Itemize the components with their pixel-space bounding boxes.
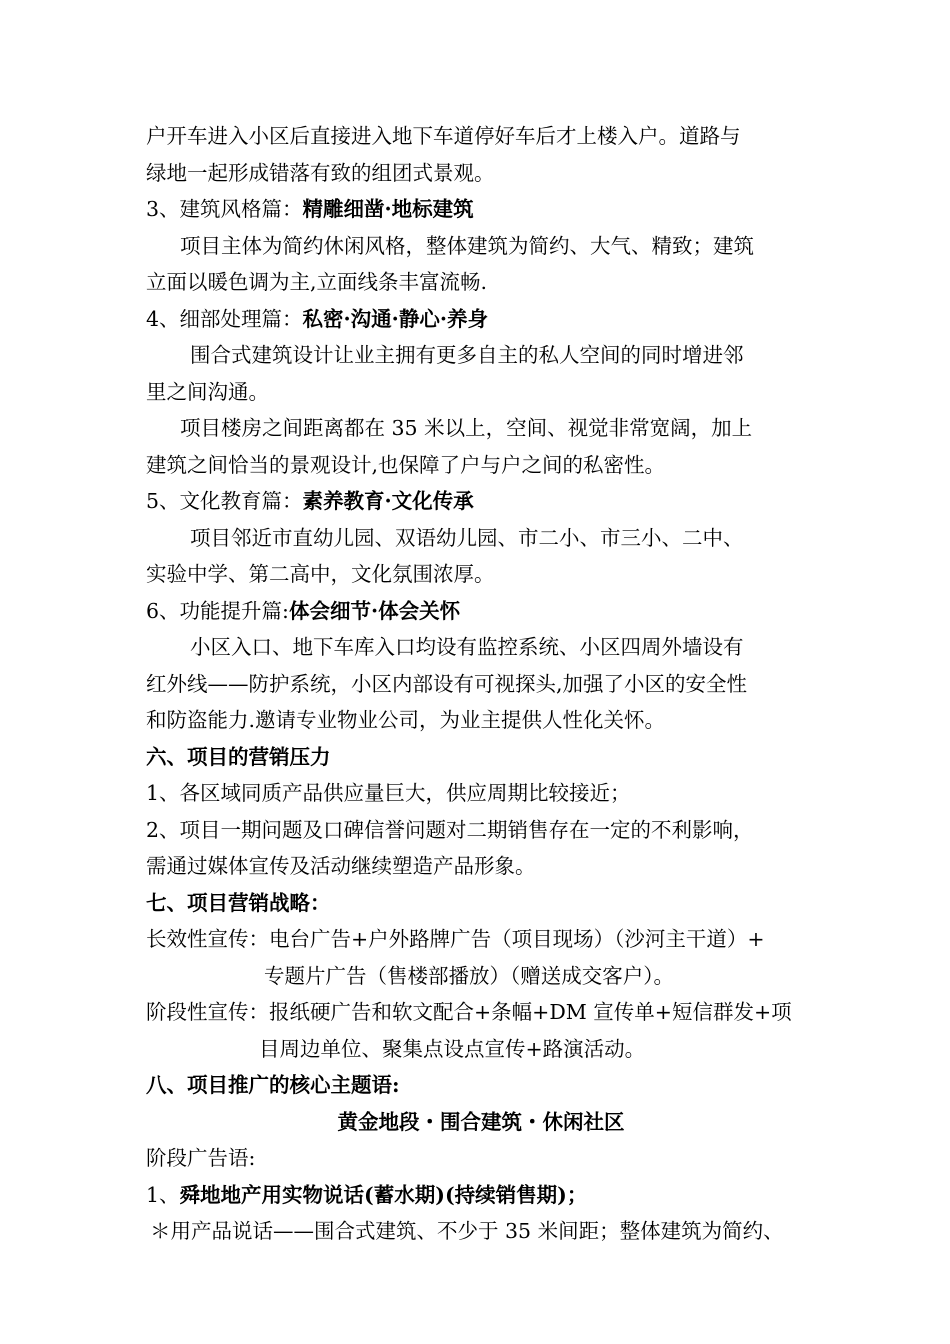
text-run: 需通过媒体宣传及活动继续塑造产品形象。 <box>146 854 536 878</box>
text-line <box>146 191 816 228</box>
text-line <box>146 1031 816 1068</box>
text-line <box>146 556 816 593</box>
text-line <box>146 118 816 155</box>
text-line <box>146 994 816 1031</box>
text-run: 户开车进入小区后直接进入地下车道停好车后才上楼入户。道路与 <box>146 124 741 148</box>
text-line <box>146 1213 816 1250</box>
text-run: 绿地一起形成错落有致的组团式景观。 <box>146 160 495 185</box>
text-run: 小区入口、地下车库入口均设有监控系统、小区四周外墙设有 <box>190 635 744 659</box>
text-run: 1、各区域同质产品供应量巨大，供应周期比较接近； <box>146 781 631 805</box>
text-line <box>146 374 816 411</box>
text-line <box>146 921 816 958</box>
bold-text-run: 体会细节·体会关怀 <box>288 598 461 623</box>
text-line <box>146 483 816 520</box>
text-run: 专题片广告（售楼部播放）（赠送成交客户）。 <box>264 963 674 988</box>
text-line <box>146 702 816 739</box>
text-run: 实验中学、第二高中，文化氛围浓厚。 <box>146 562 495 586</box>
text-line <box>146 775 816 812</box>
text-run: 立面以暖色调为主,立面线条丰富流畅. <box>146 270 488 294</box>
text-line <box>146 1104 816 1141</box>
text-run: 6、功能提升篇: <box>146 598 289 623</box>
text-run: 项目邻近市直幼儿园、双语幼儿园、市二小、市三小、二中、 <box>190 525 744 550</box>
document-body <box>146 118 816 1250</box>
text-line <box>146 848 816 885</box>
text-run: 项目主体为简约休闲风格，整体建筑为简约、大气、精致；建筑 <box>180 233 754 258</box>
text-line <box>146 520 816 557</box>
bold-text-run: 精雕细凿·地标建筑 <box>302 197 474 221</box>
text-run: 阶段性宣传：报纸硬广告和软文配合+条幅+DM 宣传单+短信群发+项 <box>146 1000 792 1024</box>
bold-text-run: 素养教育·文化传承 <box>302 489 474 513</box>
text-line <box>146 264 816 301</box>
text-run: 3、建筑风格篇： <box>146 197 303 221</box>
text-run: 2、项目一期问题及口碑信誉问题对二期销售存在一定的不利影响， <box>146 817 754 842</box>
text-run: 和防盗能力.邀请专业物业公司，为业主提供人性化关怀。 <box>146 708 666 732</box>
text-line <box>146 228 816 265</box>
text-line <box>146 666 816 703</box>
text-line <box>146 739 816 776</box>
text-line <box>146 447 816 484</box>
bold-text-run: 黄金地段・围合建筑・休闲社区 <box>337 1109 625 1134</box>
text-run: 1、 <box>146 1182 180 1207</box>
text-run: 围合式建筑设计让业主拥有更多自主的私人空间的同时增进邻 <box>190 343 744 367</box>
text-run: 里之间沟通。 <box>146 379 269 404</box>
text-run: 项目楼房之间距离都在 35 米以上，空间、视觉非常宽阔，加上 <box>180 416 753 440</box>
text-line <box>146 885 816 922</box>
text-line <box>146 958 816 995</box>
bold-text-run: 私密·沟通·静心·养身 <box>302 306 488 331</box>
bold-text-run: 六、项目的营销压力 <box>146 744 331 769</box>
text-line <box>146 337 816 374</box>
text-line <box>146 812 816 849</box>
text-run: ＊用产品说话——围合式建筑、不少于 35 米间距；整体建筑为简约、 <box>150 1219 784 1243</box>
bold-text-run: 舜地地产用实物说话(蓄水期)(持续销售期)； <box>179 1182 588 1207</box>
text-run: 建筑之间恰当的景观设计,也保障了户与户之间的私密性。 <box>146 452 666 477</box>
text-line <box>146 629 816 666</box>
text-line <box>146 410 816 447</box>
text-run: 阶段广告语: <box>146 1146 256 1170</box>
text-line <box>146 155 816 192</box>
text-line <box>146 593 816 630</box>
text-line <box>146 301 816 338</box>
text-run: 5、文化教育篇： <box>146 489 303 513</box>
text-line <box>146 1067 816 1104</box>
text-run: 长效性宣传：电台广告+户外路牌广告（项目现场）（沙河主干道）+ <box>146 927 765 951</box>
bold-text-run: 八、项目推广的核心主题语: <box>146 1073 400 1097</box>
text-run: 目周边单位、聚集点设点宣传+路演活动。 <box>259 1036 646 1061</box>
bold-text-run: 七、项目营销战略： <box>146 890 331 915</box>
text-run: 红外线——防护系统，小区内部设有可视探头,加强了小区的安全性 <box>146 671 748 696</box>
text-run: 4、细部处理篇： <box>146 306 303 331</box>
text-line <box>146 1140 816 1177</box>
text-line <box>146 1177 816 1214</box>
